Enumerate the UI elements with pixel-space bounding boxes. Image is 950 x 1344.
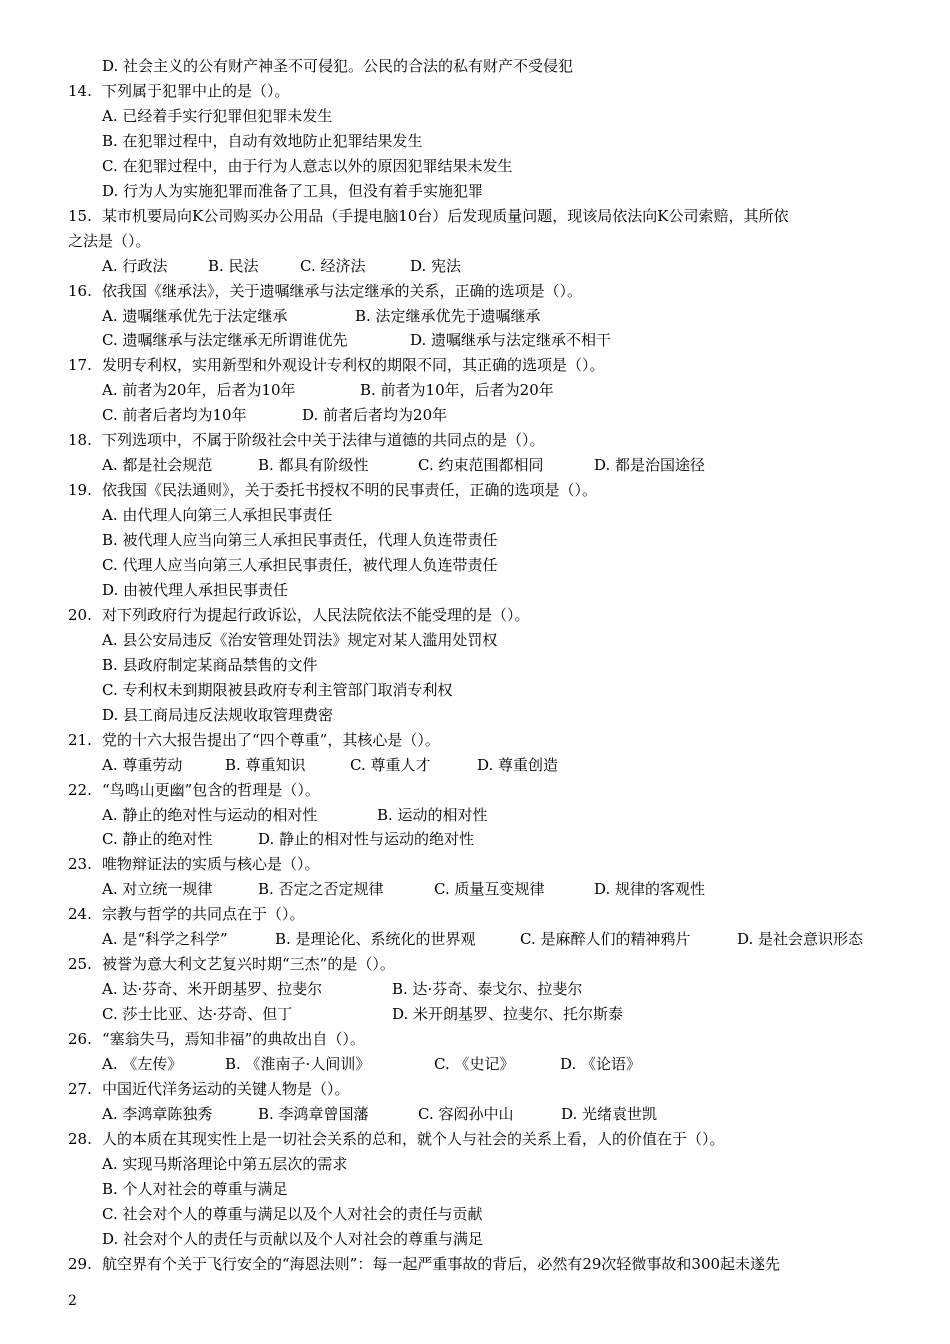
option-row — [0, 628, 950, 653]
question-row — [0, 279, 950, 304]
option-row — [0, 254, 950, 279]
question-row — [0, 478, 950, 503]
option-row — [0, 129, 950, 154]
answer-option: C. 《史记》 — [434, 1055, 515, 1073]
option-row — [0, 1177, 950, 1202]
page-number: 2 — [68, 1293, 77, 1309]
question-text: 依我国《继承法》，关于遗嘱继承与法定继承的关系，正确的选项是（）。 — [102, 281, 583, 300]
answer-option: D. 尊重创造 — [477, 755, 559, 774]
question-text: 唯物辩证法的实质与核心是（）。 — [102, 855, 320, 874]
answer-option: B. 民法 — [208, 256, 259, 275]
answer-option: A. 前者为20年，后者为10年 — [102, 381, 296, 400]
answer-option: A. 县公安局违反《治安管理处罚法》规定对某人滥用处罚权 — [102, 630, 498, 649]
option-row — [0, 578, 950, 603]
answer-option: D. 静止的相对性与运动的绝对性 — [258, 830, 475, 849]
question-text: 依我国《民法通则》，关于委托书授权不明的民事责任，正确的选项是（）。 — [102, 481, 598, 500]
option-row — [0, 1152, 950, 1177]
answer-option: A. 遗嘱继承优先于法定继承 — [102, 306, 288, 325]
option-row — [0, 1052, 950, 1077]
answer-option: C. 专利权未到期限被县政府专利主管部门取消专利权 — [102, 680, 453, 699]
answer-option: D. 行为人为实施犯罪而准备了工具，但没有着手实施犯罪 — [102, 181, 484, 200]
answer-option: B. 运动的相对性 — [377, 805, 488, 824]
option-row — [0, 1202, 950, 1227]
question-row — [0, 603, 950, 628]
question-text: “塞翁失马，焉知非福”的典故出自（）。 — [102, 1030, 365, 1049]
answer-option: B. 是理论化、系统化的世界观 — [275, 930, 476, 949]
question-number: 24. — [68, 905, 92, 924]
question-number: 15. — [68, 206, 92, 225]
question-text: 宗教与哲学的共同点在于（）。 — [102, 905, 305, 924]
question-row — [0, 852, 950, 877]
question-row — [0, 1127, 950, 1152]
option-row — [0, 403, 950, 428]
question-row — [0, 952, 950, 977]
answer-option: D. 宪法 — [410, 256, 462, 275]
answer-option: D. 都是治国途径 — [594, 456, 706, 475]
question-number: 22. — [68, 780, 92, 799]
question-row — [0, 204, 950, 229]
question-number: 20. — [68, 605, 92, 624]
answer-option: D. 《论语》 — [560, 1055, 642, 1073]
option-row — [0, 827, 950, 852]
answer-option: C. 尊重人才 — [350, 755, 431, 774]
answer-option: C. 静止的绝对性 — [102, 830, 213, 849]
option-row — [0, 304, 950, 329]
question-text: 下列选项中，不属于阶级社会中关于法律与道德的共同点的是（）。 — [102, 431, 545, 450]
answer-option: C. 经济法 — [300, 256, 366, 275]
answer-option: C. 莎士比亚、达·芬奇、但丁 — [102, 1005, 293, 1024]
answer-option: A. 都是社会规范 — [102, 456, 213, 475]
question-row — [0, 79, 950, 104]
question-text: “鸟鸣山更幽”包含的哲理是（）。 — [102, 780, 320, 799]
option-row — [0, 503, 950, 528]
question-row — [0, 1252, 950, 1277]
question-text: 人的本质在其现实性上是一切社会关系的总和，就个人与社会的关系上看，人的价值在于（）。 — [102, 1129, 725, 1148]
answer-option: B. 都具有阶级性 — [258, 456, 369, 475]
question-number: 14. — [68, 81, 92, 100]
answer-option: B. 尊重知识 — [225, 755, 306, 774]
question-number: 25. — [68, 955, 92, 974]
question-row — [0, 902, 950, 927]
answer-option: B. 县政府制定某商品禁售的文件 — [102, 655, 318, 674]
answer-option: B. 被代理人应当向第三人承担民事责任，代理人负连带责任 — [102, 531, 498, 550]
answer-option: B. 前者为10年，后者为20年 — [360, 381, 554, 400]
question-text: 发明专利权，实用新型和外观设计专利权的期限不同，其正确的选项是（）。 — [102, 356, 605, 375]
question-text: 被誉为意大利文艺复兴时期“三杰”的是（）。 — [102, 955, 395, 974]
option-row — [0, 1227, 950, 1252]
question-number: 23. — [68, 855, 92, 874]
question-text: 航空界有个关于飞行安全的“海恩法则”：每一起严重事故的背后，必然有29次轻微事故和300起未遂先 — [102, 1254, 781, 1273]
option-row — [0, 753, 950, 778]
question-number: 18. — [68, 431, 92, 450]
question-number: 27. — [68, 1079, 92, 1098]
option-row — [0, 1102, 950, 1127]
option-row — [0, 927, 950, 952]
answer-option: D. 规律的客观性 — [594, 880, 706, 899]
question-text: 对下列政府行为提起行政诉讼，人民法院依法不能受理的是（）。 — [102, 605, 530, 624]
answer-option: C. 在犯罪过程中，由于行为人意志以外的原因犯罪结果未发生 — [102, 156, 513, 175]
option-row — [0, 179, 950, 204]
question-text-continued: 之法是（）。 — [68, 231, 151, 250]
option-row — [0, 678, 950, 703]
option-row — [0, 528, 950, 553]
answer-option: A. 是“科学之科学” — [102, 930, 228, 949]
answer-option: B. 达·芬奇、泰戈尔、拉斐尔 — [392, 980, 583, 999]
answer-option: D. 光绪袁世凯 — [561, 1104, 658, 1123]
question-row — [0, 428, 950, 453]
answer-option: C. 质量互变规律 — [434, 880, 545, 899]
question-text: 某市机要局向K公司购买办公用品（手提电脑10台）后发现质量问题，现该局依法向K公司索赔，其所依 — [102, 206, 789, 225]
question-text: 中国近代洋务运动的关键人物是（）。 — [102, 1079, 350, 1098]
option-row — [0, 977, 950, 1002]
question-number: 28. — [68, 1129, 92, 1148]
question-number: 26. — [68, 1030, 92, 1049]
answer-option: A. 静止的绝对性与运动的相对性 — [102, 805, 318, 824]
answer-option: A. 尊重劳动 — [102, 755, 183, 774]
answer-option: C. 社会对个人的尊重与满足以及个人对社会的责任与贡献 — [102, 1204, 483, 1223]
answer-option: C. 是麻醉人们的精神鸦片 — [520, 930, 691, 949]
answer-option: B. 李鸿章曾国藩 — [258, 1104, 369, 1123]
answer-option: B. 否定之否定规律 — [258, 880, 384, 899]
option-row — [0, 553, 950, 578]
question-number: 29. — [68, 1254, 92, 1273]
option-row — [0, 877, 950, 902]
answer-option: D. 社会主义的公有财产神圣不可侵犯。公民的合法的私有财产不受侵犯 — [102, 57, 574, 75]
option-row — [0, 653, 950, 678]
answer-option: D. 社会对个人的责任与贡献以及个人对社会的尊重与满足 — [102, 1229, 484, 1248]
answer-option: C. 遗嘱继承与法定继承无所谓谁优先 — [102, 331, 348, 350]
answer-option: D. 遗嘱继承与法定继承不相干 — [410, 331, 612, 350]
answer-option: C. 前者后者均为10年 — [102, 406, 247, 425]
answer-option: D. 县工商局违反法规收取管理费密 — [102, 705, 334, 724]
option-row — [0, 378, 950, 403]
option-row — [0, 703, 950, 728]
option-row — [0, 154, 950, 179]
answer-option: B. 个人对社会的尊重与满足 — [102, 1179, 288, 1198]
question-row — [0, 1027, 950, 1052]
answer-option: A. 对立统一规律 — [102, 880, 213, 899]
question-row — [0, 1077, 950, 1102]
question-number: 16. — [68, 281, 92, 300]
option-row — [0, 328, 950, 353]
answer-option: D. 由被代理人承担民事责任 — [102, 580, 289, 599]
answer-option: C. 容闳孙中山 — [418, 1104, 514, 1123]
answer-option: D. 前者后者均为20年 — [302, 406, 448, 425]
option-row — [0, 54, 950, 79]
answer-option: B. 《淮南子·人间训》 — [225, 1055, 371, 1073]
answer-option: A. 实现马斯洛理论中第五层次的需求 — [102, 1154, 348, 1173]
answer-option: C. 约束范围都相同 — [418, 456, 544, 475]
option-row — [0, 803, 950, 828]
question-number: 21. — [68, 730, 92, 749]
option-row — [0, 453, 950, 478]
answer-option: A. 李鸿章陈独秀 — [102, 1104, 213, 1123]
answer-option: A. 由代理人向第三人承担民事责任 — [102, 506, 333, 525]
option-row — [0, 1002, 950, 1027]
answer-option: A. 已经着手实行犯罪但犯罪未发生 — [102, 106, 333, 125]
answer-option: A. 《左传》 — [102, 1055, 183, 1073]
answer-option: A. 达·芬奇、米开朗基罗、拉斐尔 — [102, 980, 323, 999]
question-row — [0, 728, 950, 753]
option-row — [0, 104, 950, 129]
question-continuation — [0, 229, 950, 254]
question-text: 下列属于犯罪中止的是（）。 — [102, 81, 290, 100]
answer-option: A. 行政法 — [102, 256, 168, 275]
question-row — [0, 353, 950, 378]
answer-option: B. 在犯罪过程中，自动有效地防止犯罪结果发生 — [102, 131, 423, 150]
answer-option: C. 代理人应当向第三人承担民事责任，被代理人负连带责任 — [102, 556, 498, 574]
answer-option: D. 米开朗基罗、拉斐尔、托尔斯泰 — [392, 1005, 624, 1024]
answer-option: B. 法定继承优先于遗嘱继承 — [355, 306, 541, 325]
question-row — [0, 778, 950, 803]
answer-option: D. 是社会意识形态 — [737, 930, 864, 949]
question-number: 17. — [68, 356, 92, 375]
question-text: 党的十六大报告提出了“四个尊重”，其核心是（）。 — [102, 730, 440, 749]
question-number: 19. — [68, 481, 92, 500]
